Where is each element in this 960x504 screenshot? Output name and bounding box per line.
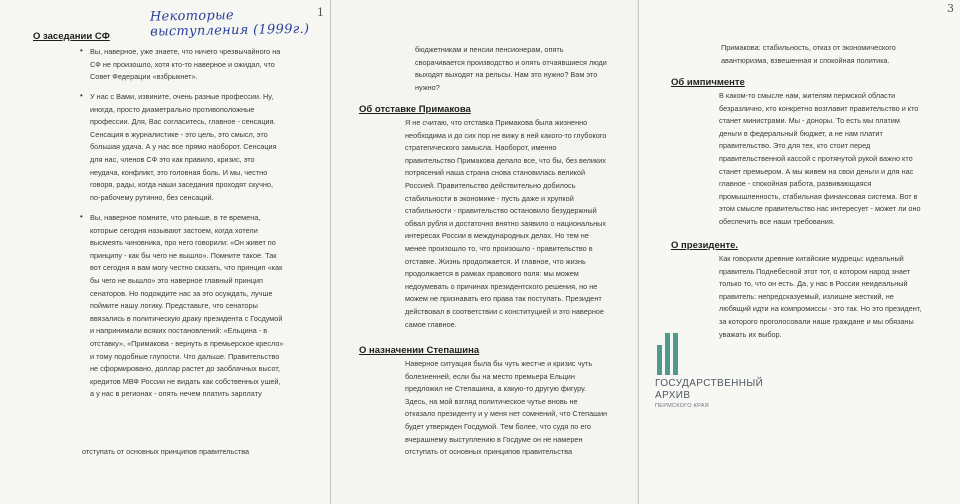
handwritten-title: Некоторые выступления (1999г.) [149, 8, 310, 40]
text-line: стабильности в экономике - пусть даже и хрупкой [405, 193, 574, 203]
section-heading-stepashin: О назначении Степашина [359, 345, 480, 356]
text-line: станет министрами. Мы - доноры. То есть мы платим [719, 116, 900, 126]
text-line: и напринимали всяких постановлений: «Ельцина - в [90, 326, 268, 336]
text-line: У нас с Вами, извините, очень разные профессии. Ну, [90, 92, 274, 101]
text-line: принципу - как бы чего не вышло». Помните такое. Так [90, 250, 277, 260]
archive-stamp [655, 333, 764, 409]
text-line: сворачивается производство и опять отчаявшиеся люди [415, 57, 607, 67]
text-line: Вы, наверное помните, что раньше, в те времена, [90, 213, 261, 222]
text-line: иногда, просто диаметрально противоположные [90, 104, 255, 114]
text-line: менее произошло то, что произошло - правительство в [405, 243, 593, 253]
text-line: действовал в соответствии с конституцией и это наверное [405, 306, 604, 316]
text-line: болезненней, если бы на место премьера Ельцин [405, 371, 575, 381]
document-page-2 [331, 0, 638, 504]
text-line: интересах России в международных делах. Но тем не [405, 231, 589, 241]
bullet-paragraph-1 [90, 46, 322, 84]
text-line: СФ не произошло, хотя кто-то наверное и ожидал, что [90, 59, 275, 69]
text-line: стабильности - правительство остановило безудержный [405, 206, 597, 216]
text-line: промышленность, стабильная финансовая система. Вот в [719, 191, 918, 201]
paragraph-stepashin [405, 358, 635, 459]
text-line: отказало президенту и у меня нет сомнений, что Степашин [405, 409, 608, 419]
text-line: продолжается в рамках правового поля: мы можем [405, 269, 579, 279]
text-line: высмеять чиновника, про него говорили: «Он живет по [90, 238, 276, 248]
page-number: 3 [947, 2, 954, 15]
text-line: бюджетникам и пенсии пенсионерам, опять [415, 45, 564, 54]
text-line: можем не признавать его права так поступать. Президент [405, 294, 602, 304]
text-line: В каком-то смысле нам, жителям пермской области [719, 91, 896, 100]
text-line: Вы, наверное, уже знаете, что ничего чрезвычайного на [90, 47, 281, 56]
text-line: самое главное. [405, 319, 457, 329]
text-line: бы чего не вышло» это наверное главный принцип [90, 275, 263, 285]
text-line: любящий идти на компромиссы - это так. Но это президент, [719, 304, 922, 314]
text-line: правительство. Это для тех, кто стоит перед [719, 141, 871, 151]
text-line: вот сегодня я вам могу честно сказать, что принцип «как [90, 263, 283, 273]
text-line: будет утвержден Госдумой. Тем более, что судя по его [405, 421, 591, 431]
text-line: только то, что он есть. Да, у нас в России неидеальный [719, 279, 908, 289]
text-line: Россией. Правительство действительно добилось [405, 180, 576, 190]
text-line: стратегического замысла. Наоборот, именно [405, 143, 557, 153]
text-line: правитель Поднебесной этот тот, о котором народ знает [719, 266, 911, 276]
text-line: отступать от основных принципов правительства [405, 447, 573, 457]
text-line: за которого проголосовали наше граждане и мы обязаны [719, 316, 914, 326]
text-line: предложил не Степашина, а какую-то другую фигуру. [405, 384, 587, 394]
footer-line: отступать от основных принципов правительства [82, 447, 250, 456]
text-line: необходима и до сих пор не вижу в ней какого-то глубокого [405, 130, 607, 140]
text-line: Я не считаю, что отставка Примакова была жизненно [405, 118, 588, 127]
text-line: отставку», «Примакова - вернуть в премьерское кресло» [90, 338, 284, 348]
text-line: не сформировано, доллар растет до заоблачных высот, [90, 364, 280, 374]
document-page-3 [639, 0, 960, 504]
text-line: по-рабочему рутинно, без сенсаций. [90, 192, 214, 202]
bullet-marker: • [80, 46, 83, 55]
text-line: Сенсация в журналистике - это цель, это смысл, это [90, 129, 268, 139]
paragraph-impeachment [719, 90, 954, 229]
text-line: выходят выходят на рельсы. Нам это нужно? Вам это [415, 70, 598, 80]
archive-region: ПЕРМСКОГО КРАЯ [655, 403, 710, 409]
section-heading-primakov: Об отставке Примакова [359, 104, 471, 115]
text-line: и тому подобные глупости. Что дальше. Правительство [90, 351, 280, 361]
text-line: кредитов МВФ России не видать как собственных ушей, [90, 376, 281, 386]
text-line: уважать их выбор. [719, 329, 782, 339]
text-line: главное - спокойная работа, развивающаяся [719, 179, 872, 189]
archive-name-line-2: АРХИВ [655, 390, 691, 401]
text-line: этом смысле правительство нас интересует - может ли оно [719, 204, 921, 214]
text-line: правительственной кассой с протянутой рукой важно кто [719, 153, 913, 163]
text-line: деньги в федеральный бюджет, а не нам платит [719, 128, 883, 138]
archive-logo-icon [657, 333, 755, 375]
text-line: обеспечить все наши требования. [719, 216, 835, 226]
bullet-marker: • [80, 91, 83, 100]
text-line: ввязались в политическую драку президента с Госдумой [90, 313, 283, 323]
text-line: нужно? [415, 82, 440, 92]
paragraph-primakov [405, 117, 635, 331]
text-line: обвал рубля и достаточно внятно заявило о национальных [405, 218, 607, 228]
archive-name-line-1: ГОСУДАРСТВЕННЫЙ [655, 378, 764, 389]
page-number: 1 [317, 6, 324, 19]
text-line: профессии. Для, Вас согласитесь, главное - сенсация. [90, 117, 276, 127]
text-line: Примакова: стабильность, отказ от экономического [721, 43, 896, 52]
text-line: неудача, конфликт, это головная боль. И мы, честно [90, 167, 268, 177]
text-line: вчерашнему выступлению в Госдуме он не намерен [405, 434, 583, 444]
text-line: потрясений наша страна снова становилась великой [405, 168, 586, 178]
bullet-paragraph-2 [90, 91, 322, 204]
text-line: поймите нашу логику. Представьте, что сенаторы [90, 301, 258, 311]
text-line: большая удача. А у нас все прямо наоборот. Сенсация [90, 142, 277, 152]
section-heading-sf: О заседании СФ [33, 31, 110, 42]
text-line: Наверное ситуация была бы чуть жестче и кризис чуть [405, 359, 593, 368]
text-line: Совет Федерации «взбрыкнет». [90, 72, 198, 82]
text-line: станет премьером. А мы живем на свои деньги и для нас [719, 166, 914, 176]
text-line: авантюризма, взвешенная и спокойная политика. [721, 55, 890, 65]
text-line: Здесь, на мой взгляд политическое чутье вновь не [405, 396, 578, 406]
text-line: безразлично, кто конкретно возглавит правительство и кто [719, 103, 919, 113]
continuation-paragraph [721, 42, 951, 67]
continuation-paragraph [415, 44, 635, 94]
section-heading-impeachment: Об импичменте [671, 77, 745, 88]
paragraph-president [719, 253, 954, 341]
bullet-paragraph-3 [90, 212, 326, 401]
text-line: правитель: непредсказуемый, излишне жесткий, не [719, 291, 894, 301]
text-line: отставке. Жизнь продолжается. И главное, что жизнь [405, 256, 586, 266]
section-heading-president: О президенте. [671, 240, 739, 251]
text-line: для нас, членов СФ это как правило, кризис, это [90, 154, 255, 164]
text-line: говоря, рады, когда наши заседания проходят скучно, [90, 180, 273, 190]
text-line: которые сегодня называют застоем, когда хотели [90, 225, 258, 235]
text-line: сенаторов. Но подождите нас за это осуждать, лучше [90, 288, 273, 298]
document-page-1 [0, 0, 330, 504]
text-line: Как говорили древние китайские мудрецы: идеальный [719, 254, 904, 263]
text-line: а у нас в регионах - опять нечем платить зарплату [90, 389, 262, 399]
text-line: правительство Примакова делало все, что бы, без великих [405, 155, 606, 165]
text-line: недоумевать о причинах президентского решения, но не [405, 281, 598, 291]
bullet-marker: • [80, 212, 83, 221]
